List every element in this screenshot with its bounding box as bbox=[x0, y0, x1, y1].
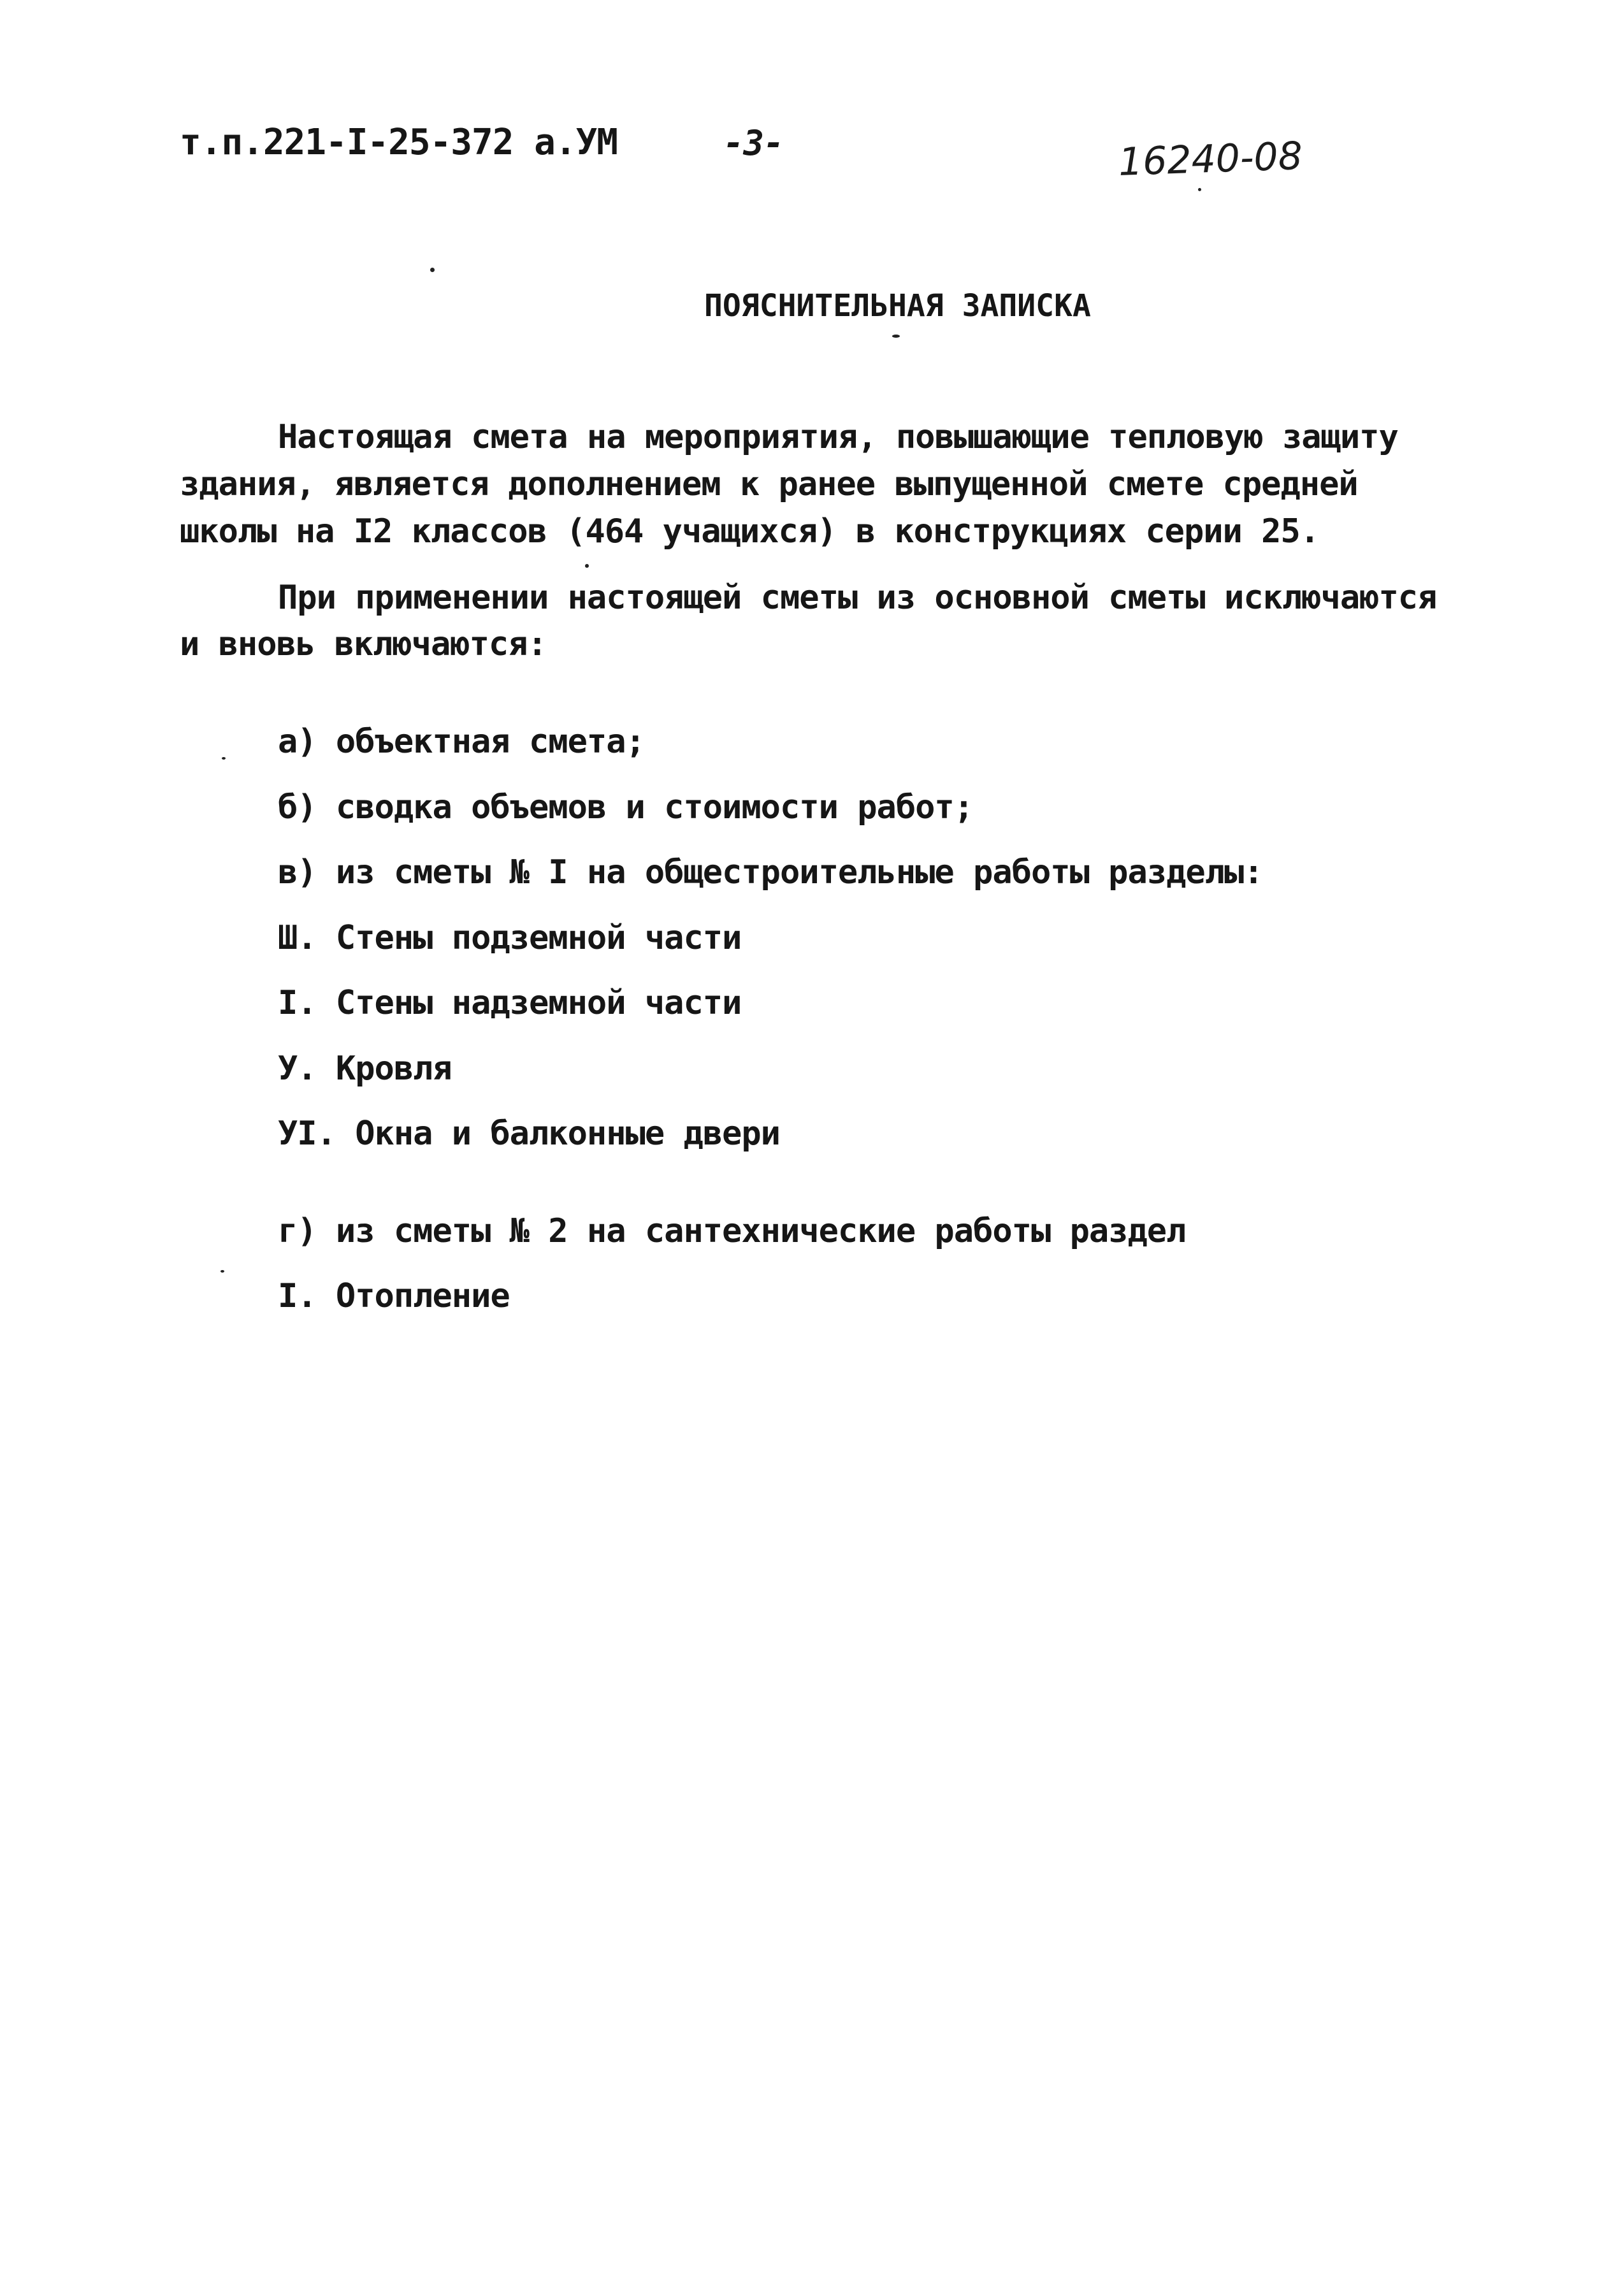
document-title: ПОЯСНИТЕЛЬНАЯ ЗАПИСКА bbox=[704, 288, 1091, 324]
handwritten-number: 16240-08 bbox=[1117, 133, 1304, 185]
paragraph-1-line-2: здания, является дополнением к ранее выпущенной смете средней bbox=[180, 465, 1358, 503]
scan-speck bbox=[1198, 188, 1201, 191]
list-item-c: в) из сметы № I на общестроительные работы разделы: bbox=[278, 853, 1263, 892]
list-item-a: а) объектная смета; bbox=[278, 723, 645, 761]
scan-speck bbox=[585, 564, 589, 568]
section-item: У. Кровля bbox=[278, 1050, 452, 1088]
paragraph-2-line-2: и вновь включаются: bbox=[180, 625, 547, 663]
section-item: I. Отопление bbox=[278, 1277, 510, 1315]
page-number: -3- bbox=[723, 123, 784, 163]
scan-speck bbox=[430, 268, 435, 272]
list-item-b: б) сводка объемов и стоимости работ; bbox=[278, 788, 974, 827]
section-item: УI. Окна и балконные двери bbox=[278, 1115, 780, 1153]
section-item: I. Стены надземной части bbox=[278, 984, 742, 1022]
section-item: Ш. Стены подземной части bbox=[278, 919, 742, 957]
document-code: т.п.221-I-25-372 а.УМ bbox=[180, 122, 618, 163]
paragraph-1-line-3: школы на I2 классов (464 учащихся) в конструкциях серии 25. bbox=[180, 512, 1320, 551]
list-item-d: г) из сметы № 2 на сантехнические работы раздел bbox=[278, 1212, 1186, 1250]
scan-speck bbox=[222, 757, 226, 760]
scan-speck bbox=[892, 335, 900, 338]
scan-speck bbox=[220, 1270, 224, 1273]
paragraph-1-line-1: Настоящая смета на мероприятия, повышающие тепловую защиту bbox=[278, 418, 1398, 456]
paragraph-2-line-1: При применении настоящей сметы из основной сметы исключаются bbox=[278, 579, 1437, 617]
